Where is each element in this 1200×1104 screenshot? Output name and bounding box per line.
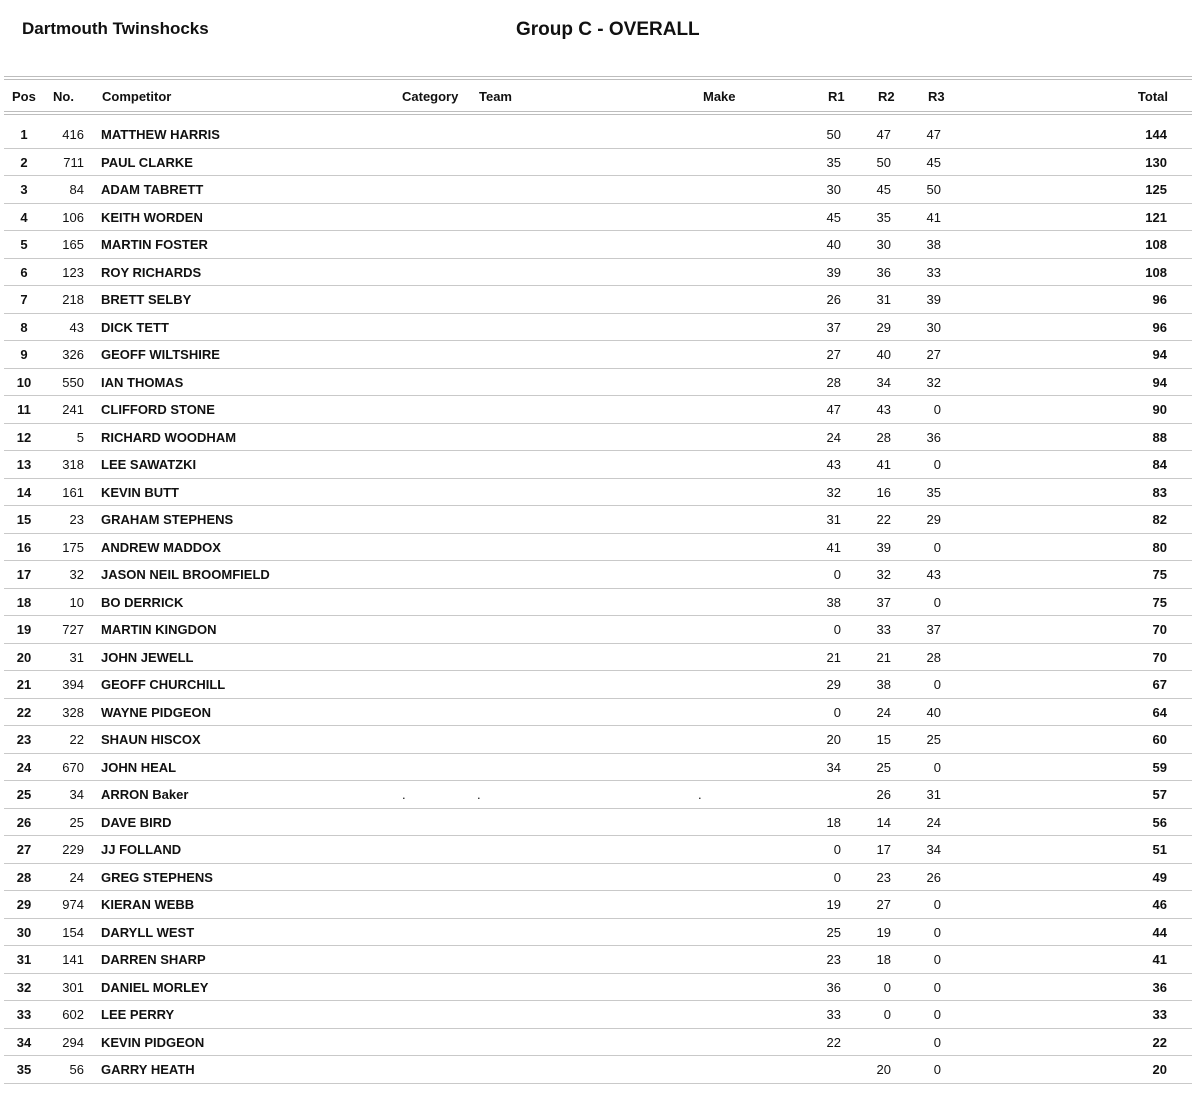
result-rider-number: 974 xyxy=(62,897,84,912)
result-competitor: ARRON Baker xyxy=(101,787,189,802)
table-row xyxy=(4,479,1192,507)
result-total: 144 xyxy=(1145,127,1167,142)
result-position: 18 xyxy=(16,594,32,610)
result-competitor: DARREN SHARP xyxy=(101,952,206,967)
result-rider-number: 24 xyxy=(69,869,84,885)
column-header-r2: R2 xyxy=(878,89,895,104)
top-divider xyxy=(4,76,1192,77)
table-row xyxy=(4,451,1192,479)
result-rider-number: 25 xyxy=(69,814,84,830)
result-rider-number: 229 xyxy=(62,842,84,857)
table-row xyxy=(4,121,1192,149)
result-total: 64 xyxy=(1152,704,1167,720)
result-round-2: 29 xyxy=(876,319,891,335)
result-round-1: 21 xyxy=(826,649,841,665)
result-round-1: 20 xyxy=(826,732,841,747)
result-round-2: 30 xyxy=(876,237,891,252)
result-total: 44 xyxy=(1152,924,1167,940)
result-rider-number: 123 xyxy=(62,264,84,280)
result-position: 25 xyxy=(16,787,32,802)
table-row xyxy=(4,726,1192,754)
result-round-1: 38 xyxy=(826,594,841,610)
table-row xyxy=(4,176,1192,204)
table-row xyxy=(4,286,1192,314)
result-competitor: SHAUN HISCOX xyxy=(101,732,201,747)
result-round-3: 40 xyxy=(926,704,941,720)
result-position: 10 xyxy=(16,374,32,390)
result-rider-number: 301 xyxy=(62,979,84,995)
result-round-3: 38 xyxy=(926,237,941,252)
result-round-1: 28 xyxy=(826,374,841,390)
result-round-2: 17 xyxy=(876,842,891,857)
result-position: 11 xyxy=(17,402,31,417)
result-rider-number: 670 xyxy=(62,759,84,775)
result-round-1: 37 xyxy=(826,319,841,335)
header-divider xyxy=(4,111,1192,112)
result-position: 31 xyxy=(16,952,32,967)
table-row xyxy=(4,974,1192,1002)
result-rider-number: 165 xyxy=(62,237,84,252)
table-row xyxy=(4,946,1192,974)
result-total: 130 xyxy=(1145,154,1167,170)
result-position: 23 xyxy=(16,732,32,747)
result-position: 29 xyxy=(16,897,32,912)
result-round-2: 28 xyxy=(876,429,891,445)
result-competitor: GEOFF CHURCHILL xyxy=(101,677,226,692)
result-round-3: 0 xyxy=(933,759,941,775)
result-total: 108 xyxy=(1145,264,1167,280)
page-header xyxy=(0,0,1200,70)
table-row xyxy=(4,534,1192,562)
result-total: 41 xyxy=(1152,952,1167,967)
result-round-2: 40 xyxy=(876,347,891,362)
result-competitor: ADAM TABRETT xyxy=(101,182,204,197)
table-row xyxy=(4,231,1192,259)
table-row xyxy=(4,149,1192,177)
result-rider-number: 34 xyxy=(69,787,84,802)
result-round-3: 33 xyxy=(926,264,941,280)
result-round-3: 0 xyxy=(933,952,941,967)
result-rider-number: 43 xyxy=(69,319,84,335)
table-row xyxy=(4,259,1192,287)
table-row xyxy=(4,1056,1192,1084)
result-round-1: 27 xyxy=(826,347,841,362)
result-rider-number: 23 xyxy=(69,512,84,527)
result-round-2: 38 xyxy=(876,677,891,692)
result-position: 9 xyxy=(20,347,28,362)
result-round-2: 39 xyxy=(876,539,891,555)
result-rider-number: 10 xyxy=(69,594,84,610)
table-row xyxy=(4,369,1192,397)
result-round-3: 0 xyxy=(933,457,941,472)
result-competitor: IAN THOMAS xyxy=(101,374,184,390)
result-rider-number: 22 xyxy=(69,732,84,747)
result-round-1: 19 xyxy=(826,897,841,912)
table-row xyxy=(4,424,1192,452)
table-row xyxy=(4,506,1192,534)
result-competitor: KIERAN WEBB xyxy=(101,897,195,912)
result-total: 33 xyxy=(1152,1007,1167,1022)
result-position: 22 xyxy=(16,704,32,720)
result-round-2: 18 xyxy=(876,952,891,967)
table-row xyxy=(4,699,1192,727)
result-position: 30 xyxy=(16,924,32,940)
result-position: 26 xyxy=(16,814,32,830)
result-competitor: GARRY HEATH xyxy=(101,1062,195,1077)
result-make: . xyxy=(698,787,702,802)
result-round-3: 0 xyxy=(933,897,941,912)
result-round-3: 27 xyxy=(926,347,941,362)
table-row xyxy=(4,314,1192,342)
result-position: 1 xyxy=(20,127,28,142)
result-round-3: 34 xyxy=(926,842,941,857)
result-total: 94 xyxy=(1152,374,1167,390)
result-position: 2 xyxy=(20,154,28,170)
result-round-3: 28 xyxy=(926,649,941,665)
result-round-2: 23 xyxy=(876,869,891,885)
result-round-2: 0 xyxy=(883,979,891,995)
column-header-r1: R1 xyxy=(828,89,845,104)
result-competitor: DARYLL WEST xyxy=(101,924,195,940)
result-competitor: JOHN HEAL xyxy=(101,759,177,775)
result-position: 17 xyxy=(16,567,32,582)
result-position: 20 xyxy=(16,649,32,665)
result-position: 14 xyxy=(16,484,32,500)
result-round-3: 26 xyxy=(926,869,941,885)
result-round-1: 0 xyxy=(833,567,841,582)
event-name: Dartmouth Twinshocks xyxy=(22,19,209,38)
result-round-3: 39 xyxy=(926,292,941,307)
result-round-1: 0 xyxy=(833,869,841,885)
column-header-total: Total xyxy=(1137,89,1168,104)
result-competitor: DANIEL MORLEY xyxy=(101,979,209,995)
result-round-2: 21 xyxy=(876,649,891,665)
result-rider-number: 32 xyxy=(69,567,84,582)
result-position: 4 xyxy=(20,209,28,225)
result-position: 33 xyxy=(16,1007,32,1022)
result-total: 125 xyxy=(1145,182,1167,197)
table-row xyxy=(4,616,1192,644)
result-round-2: 24 xyxy=(876,704,891,720)
result-competitor: WAYNE PIDGEON xyxy=(101,704,212,720)
result-total: 22 xyxy=(1152,1034,1167,1050)
result-round-2: 25 xyxy=(876,759,891,775)
result-round-1: 26 xyxy=(826,292,841,307)
result-position: 19 xyxy=(16,622,32,637)
result-competitor: JASON NEIL BROOMFIELD xyxy=(101,567,270,582)
result-round-1: 32 xyxy=(826,484,841,500)
result-round-3: 24 xyxy=(926,814,941,830)
result-round-2: 16 xyxy=(876,484,891,500)
result-position: 15 xyxy=(16,512,32,527)
result-total: 70 xyxy=(1152,649,1167,665)
result-rider-number: 106 xyxy=(62,209,84,225)
result-round-1: 34 xyxy=(826,759,841,775)
result-position: 21 xyxy=(16,677,32,692)
result-total: 96 xyxy=(1152,292,1167,307)
result-round-3: 0 xyxy=(933,539,941,555)
result-position: 3 xyxy=(20,182,28,197)
result-total: 83 xyxy=(1152,484,1167,500)
result-total: 49 xyxy=(1152,869,1167,885)
result-round-2: 19 xyxy=(876,924,891,940)
result-total: 36 xyxy=(1152,979,1167,995)
result-round-1: 47 xyxy=(826,402,841,417)
result-position: 34 xyxy=(16,1034,32,1050)
result-round-2: 14 xyxy=(876,814,891,830)
result-competitor: DICK TETT xyxy=(101,319,169,335)
result-competitor: KEVIN BUTT xyxy=(101,484,179,500)
result-competitor: JJ FOLLAND xyxy=(101,842,182,857)
result-round-1: 23 xyxy=(826,952,841,967)
result-round-3: 41 xyxy=(926,209,941,225)
result-rider-number: 5 xyxy=(76,429,84,445)
table-row xyxy=(4,781,1192,809)
result-competitor: KEITH WORDEN xyxy=(101,209,203,225)
column-header-number: No. xyxy=(53,89,74,104)
group-title: Group C - OVERALL xyxy=(516,19,700,40)
result-rider-number: 56 xyxy=(69,1062,84,1077)
result-total: 57 xyxy=(1152,787,1167,802)
result-total: 46 xyxy=(1152,897,1167,912)
result-round-1: 22 xyxy=(826,1034,841,1050)
results-table-header xyxy=(0,80,1200,112)
result-total: 67 xyxy=(1152,677,1167,692)
table-row xyxy=(4,809,1192,837)
result-competitor: BRETT SELBY xyxy=(101,292,192,307)
column-header-make: Make xyxy=(703,89,736,104)
table-row xyxy=(4,589,1192,617)
result-round-3: 0 xyxy=(933,594,941,610)
result-round-3: 0 xyxy=(933,677,941,692)
result-round-1: 25 xyxy=(826,924,841,940)
result-round-1: 0 xyxy=(833,842,841,857)
result-position: 28 xyxy=(16,869,32,885)
result-competitor: LEE SAWATZKI xyxy=(101,457,197,472)
result-round-1: 36 xyxy=(826,979,841,995)
result-round-2: 47 xyxy=(876,127,891,142)
result-rider-number: 394 xyxy=(62,677,84,692)
result-round-2: 20 xyxy=(876,1062,891,1077)
result-round-3: 45 xyxy=(926,154,941,170)
result-round-3: 29 xyxy=(926,512,941,527)
result-round-1: 41 xyxy=(826,539,841,555)
result-round-2: 32 xyxy=(876,567,891,582)
result-competitor: DAVE BIRD xyxy=(101,814,172,830)
result-total: 108 xyxy=(1145,237,1167,252)
result-round-3: 0 xyxy=(933,1007,941,1022)
result-total: 94 xyxy=(1152,347,1167,362)
result-rider-number: 218 xyxy=(62,292,84,307)
result-competitor: MARTIN FOSTER xyxy=(101,237,208,252)
result-rider-number: 550 xyxy=(62,374,84,390)
result-rider-number: 416 xyxy=(62,127,84,142)
result-round-1: 39 xyxy=(826,264,841,280)
result-total: 75 xyxy=(1152,567,1167,582)
result-total: 75 xyxy=(1152,594,1167,610)
results-table-body xyxy=(0,121,1200,1084)
result-round-2: 50 xyxy=(876,154,891,170)
result-round-2: 22 xyxy=(876,512,891,527)
result-round-3: 0 xyxy=(933,402,941,417)
result-round-3: 32 xyxy=(926,374,941,390)
table-row xyxy=(4,836,1192,864)
result-competitor: MARTIN KINGDON xyxy=(101,622,217,637)
result-rider-number: 161 xyxy=(62,484,84,500)
result-total: 56 xyxy=(1152,814,1167,830)
table-row xyxy=(4,644,1192,672)
result-competitor: GREG STEPHENS xyxy=(101,869,213,885)
result-round-2: 35 xyxy=(876,209,891,225)
result-position: 24 xyxy=(16,759,32,775)
result-round-1: 24 xyxy=(826,429,841,445)
table-row xyxy=(4,1029,1192,1057)
result-round-3: 25 xyxy=(926,732,941,747)
column-header-pos: Pos xyxy=(12,89,36,104)
result-competitor: GEOFF WILTSHIRE xyxy=(101,347,220,362)
result-position: 35 xyxy=(16,1062,32,1077)
result-rider-number: 241 xyxy=(62,402,84,417)
result-round-3: 36 xyxy=(926,429,941,445)
table-row xyxy=(4,561,1192,589)
result-position: 13 xyxy=(16,457,32,472)
result-position: 12 xyxy=(16,429,32,445)
result-round-2: 34 xyxy=(876,374,891,390)
result-round-2: 26 xyxy=(876,787,891,802)
table-row xyxy=(4,1001,1192,1029)
table-row xyxy=(4,204,1192,232)
result-round-2: 45 xyxy=(876,182,891,197)
result-position: 16 xyxy=(16,539,32,555)
table-row xyxy=(4,919,1192,947)
result-round-2: 43 xyxy=(876,402,891,417)
result-round-1: 0 xyxy=(833,704,841,720)
result-round-3: 35 xyxy=(926,484,941,500)
result-round-1: 31 xyxy=(826,512,841,527)
result-rider-number: 326 xyxy=(62,347,84,362)
result-round-3: 37 xyxy=(926,622,941,637)
result-total: 70 xyxy=(1152,622,1167,637)
result-round-1: 43 xyxy=(826,457,841,472)
table-row xyxy=(4,891,1192,919)
result-position: 32 xyxy=(16,979,32,995)
result-position: 27 xyxy=(16,842,32,857)
column-header-competitor: Competitor xyxy=(102,89,172,104)
result-round-2: 36 xyxy=(876,264,891,280)
result-competitor: LEE PERRY xyxy=(101,1007,175,1022)
result-competitor: RICHARD WOODHAM xyxy=(101,429,237,445)
result-total: 88 xyxy=(1152,429,1167,445)
result-round-3: 0 xyxy=(933,924,941,940)
result-round-3: 50 xyxy=(926,182,941,197)
result-position: 7 xyxy=(20,292,28,307)
result-rider-number: 711 xyxy=(63,154,84,170)
result-round-3: 31 xyxy=(926,787,941,802)
result-round-2: 15 xyxy=(876,732,891,747)
result-rider-number: 31 xyxy=(69,649,84,665)
result-round-3: 0 xyxy=(933,1034,941,1050)
result-total: 84 xyxy=(1152,457,1167,472)
table-row xyxy=(4,671,1192,699)
result-round-2: 31 xyxy=(876,292,891,307)
result-rider-number: 602 xyxy=(62,1007,84,1022)
result-competitor: ROY RICHARDS xyxy=(101,264,202,280)
result-rider-number: 141 xyxy=(62,952,84,967)
table-row xyxy=(4,341,1192,369)
result-round-1: 50 xyxy=(826,127,841,142)
result-total: 121 xyxy=(1145,209,1167,225)
result-position: 8 xyxy=(20,319,28,335)
result-round-1: 29 xyxy=(826,677,841,692)
result-competitor: CLIFFORD STONE xyxy=(101,402,215,417)
result-round-3: 43 xyxy=(926,567,941,582)
result-round-1: 45 xyxy=(826,209,841,225)
result-competitor: ANDREW MADDOX xyxy=(101,539,221,555)
result-category: . xyxy=(402,787,406,802)
table-row xyxy=(4,864,1192,892)
result-total: 60 xyxy=(1152,732,1167,747)
result-total: 51 xyxy=(1152,842,1167,857)
result-round-1: 30 xyxy=(826,182,841,197)
result-position: 5 xyxy=(20,237,28,252)
table-row xyxy=(4,396,1192,424)
result-competitor: MATTHEW HARRIS xyxy=(101,127,220,142)
result-round-2: 27 xyxy=(876,897,891,912)
result-total: 96 xyxy=(1152,319,1167,335)
result-round-1: 33 xyxy=(826,1007,841,1022)
result-rider-number: 727 xyxy=(62,622,84,637)
result-total: 80 xyxy=(1152,539,1167,555)
result-round-2: 33 xyxy=(876,622,891,637)
result-rider-number: 154 xyxy=(62,924,84,940)
result-round-1: 40 xyxy=(826,237,841,252)
result-round-2: 0 xyxy=(883,1007,891,1022)
header-divider-secondary xyxy=(4,114,1192,115)
result-total: 90 xyxy=(1152,402,1167,417)
result-round-3: 0 xyxy=(933,1062,941,1077)
column-header-category: Category xyxy=(402,89,459,104)
result-round-3: 0 xyxy=(933,979,941,995)
result-rider-number: 318 xyxy=(62,457,84,472)
result-round-2: 41 xyxy=(876,457,891,472)
column-header-r3: R3 xyxy=(928,89,945,104)
result-competitor: JOHN JEWELL xyxy=(101,649,194,665)
table-row xyxy=(4,754,1192,782)
result-team: . xyxy=(477,787,481,802)
result-competitor: PAUL CLARKE xyxy=(101,154,193,170)
result-round-3: 47 xyxy=(926,127,941,142)
result-position: 6 xyxy=(20,264,28,280)
result-rider-number: 175 xyxy=(62,539,84,555)
result-rider-number: 328 xyxy=(62,704,84,720)
result-round-1: 0 xyxy=(833,622,841,637)
result-round-1: 18 xyxy=(826,814,841,830)
result-competitor: KEVIN PIDGEON xyxy=(101,1034,205,1050)
result-total: 20 xyxy=(1152,1062,1167,1077)
result-round-3: 30 xyxy=(926,319,941,335)
result-rider-number: 294 xyxy=(62,1034,84,1050)
result-competitor: BO DERRICK xyxy=(101,594,184,610)
column-header-team: Team xyxy=(479,89,512,104)
result-rider-number: 84 xyxy=(69,182,84,197)
result-total: 82 xyxy=(1152,512,1167,527)
result-round-2: 37 xyxy=(876,594,891,610)
result-round-1: 35 xyxy=(826,154,841,170)
result-competitor: GRAHAM STEPHENS xyxy=(101,512,234,527)
result-total: 59 xyxy=(1152,759,1167,775)
